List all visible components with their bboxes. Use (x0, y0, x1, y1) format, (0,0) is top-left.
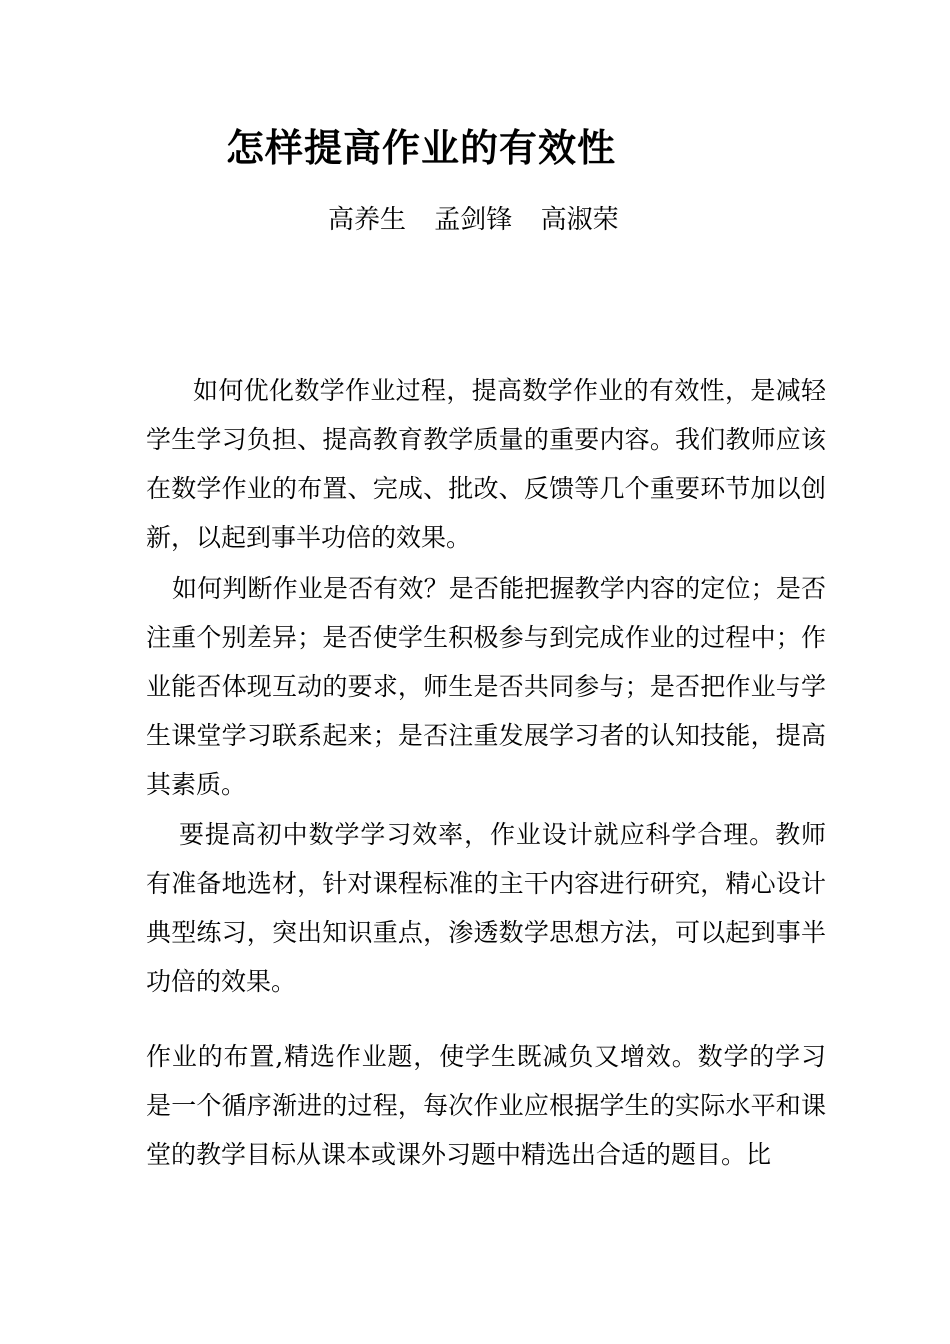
paragraph-effectiveness-criteria: 如何判断作业是否有效？是否能把握教学内容的定位；是否注重个别差异；是否使学生积极参与到完成作业的过程中；作业能否体现互动的要求，师生是否共同参与；是否把作业与学生课堂学习联系起来；是否注重发展学习者的认知技能，提高其素质。 (146, 574, 826, 799)
paragraph-assignment: 作业的布置,精选作业题，使学生既减负又增效。数学的学习是一个循序渐进的过程，每次作业应根据学生的实际水平和课堂的教学目标从课本或课外习题中精选出合适的题目。比 (146, 1042, 826, 1169)
author-name: 高淑荣 (540, 205, 619, 235)
document-title: 怎样提高作业的有效性 (226, 125, 617, 170)
author-name: 高养生 (328, 205, 407, 235)
paragraph-intro: 如何优化数学作业过程，提高数学作业的有效性，是减轻学生学习负担、提高教育教学质量的重要内容。我们教师应该在数学作业的布置、完成、批改、反馈等几个重要环节加以创新，以起到事半功倍的效果。 (146, 376, 826, 552)
author-line (328, 200, 619, 240)
author-name: 孟剑锋 (434, 205, 513, 235)
paragraph-design: 要提高初中数学学习效率，作业设计就应科学合理。教师有准备地选材，针对课程标准的主干内容进行研究，精心设计典型练习，突出知识重点，渗透数学思想方法，可以起到事半功倍的效果。 (146, 820, 826, 996)
